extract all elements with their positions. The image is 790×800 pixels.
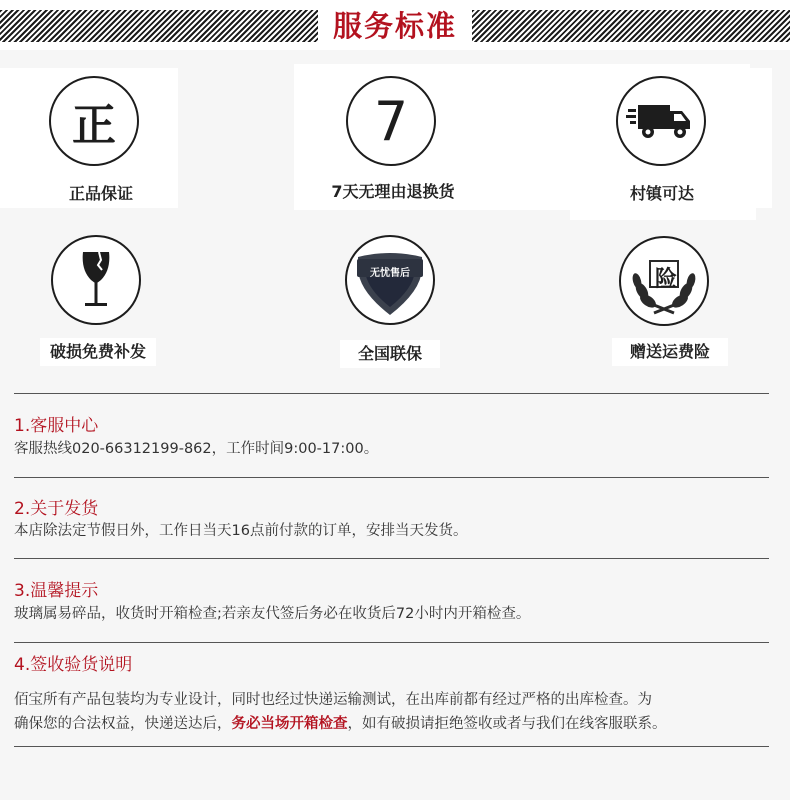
section-title-shipping: 2.关于发货	[14, 499, 99, 519]
zheng-character-icon	[49, 76, 139, 166]
feature-panel-4	[570, 206, 756, 220]
section-body-inspection	[14, 688, 759, 736]
shield-badge-text: 无忧售后	[370, 268, 410, 279]
section-title-tips: 3.温馨提示	[14, 581, 99, 601]
section-divider	[14, 393, 769, 394]
section-divider	[14, 642, 769, 643]
inspection-line-2-pre: 确保您的合法权益，快递送达后，	[14, 716, 232, 732]
truck-svg	[626, 99, 696, 143]
feature-label-village: 村镇可达	[612, 180, 712, 208]
insurance-laurel-icon	[619, 236, 709, 326]
shield-badge-icon	[345, 235, 435, 325]
feature-label-authentic: 正品保证	[46, 180, 156, 208]
header-stripes-left	[0, 10, 318, 42]
feature-label-insurance: 赠送运费险	[612, 338, 728, 366]
section-title-service: 1.客服中心	[14, 416, 99, 436]
header-stripes-right	[472, 10, 790, 42]
section-divider	[14, 558, 769, 559]
page-title: 服务标准	[332, 9, 457, 43]
delivery-truck-icon	[616, 76, 706, 166]
zheng-character-glyph: 正	[72, 100, 116, 151]
insurance-glyph: 险	[654, 267, 677, 292]
feature-panel-3	[750, 68, 772, 208]
wine-glass-svg	[71, 248, 121, 312]
section-body-shipping: 本店除法定节假日外，工作日当天16点前付款的订单，安排当天发货。	[14, 523, 468, 539]
section-body-service: 客服热线020-66312199-862，工作时间9:00-17:00。	[14, 441, 379, 457]
feature-label-return: 7天无理由退换货	[318, 178, 468, 206]
feature-label-breakage: 破损免费补发	[40, 338, 156, 366]
inspection-line-1: 佰宝所有产品包装均为专业设计，同时也经过快递运输测试，在出库前都有经过严格的出库检查。为	[14, 692, 652, 708]
header-bar	[0, 0, 790, 50]
section-divider	[14, 746, 769, 747]
seven-glyph: 7	[373, 89, 409, 153]
section-title-inspection: 4.签收验货说明	[14, 655, 133, 675]
inspection-line-2	[14, 712, 759, 736]
feature-label-warranty: 全国联保	[340, 340, 440, 368]
broken-wine-glass-icon	[51, 235, 141, 325]
section-divider	[14, 477, 769, 478]
shield-svg	[349, 239, 431, 321]
section-body-tips: 玻璃属易碎品，收货时开箱检查;若亲友代签后务必在收货后72小时内开箱检查。	[14, 606, 531, 622]
inspection-line-2-post: ，如有破损请拒绝签收或者与我们在线客服联系。	[347, 716, 667, 732]
seven-icon	[346, 76, 436, 166]
inspection-emphasis: 务必当场开箱检查	[231, 716, 348, 732]
